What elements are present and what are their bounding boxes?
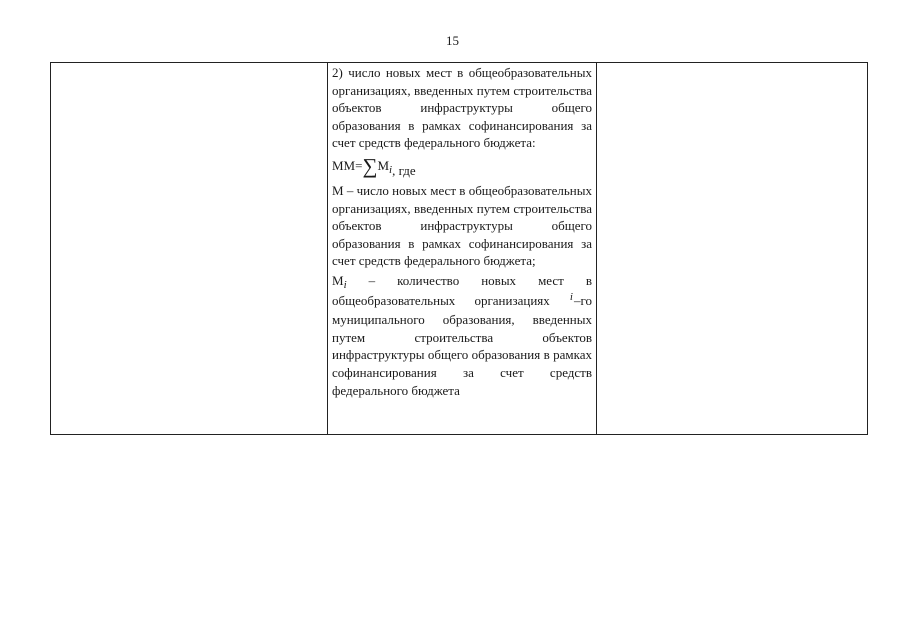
table-cell-left bbox=[51, 63, 328, 435]
definition-mi-superscript-index: i bbox=[569, 290, 573, 303]
definition-mi-symbol: М bbox=[332, 272, 344, 288]
formula-lhs: ММ= bbox=[332, 157, 363, 173]
definition-mi-text-before: – количество новых мест в общеобразовательных организациях bbox=[332, 272, 592, 308]
cell-text bbox=[328, 63, 596, 399]
sum-symbol: ∑ bbox=[362, 153, 378, 178]
definition-mi bbox=[332, 272, 592, 399]
formula-term: М bbox=[377, 157, 389, 173]
formula bbox=[332, 155, 592, 178]
table-cell-right bbox=[597, 63, 868, 435]
page-number: 15 bbox=[446, 33, 459, 48]
definition-m-symbol: М bbox=[332, 182, 344, 198]
document-table bbox=[50, 62, 868, 435]
definition-mi-text-after: –го муниципального образования, введенных путем строительства объектов инфраструктуры общего образования в рамках софинансирования за счет средств федерального бюджета bbox=[332, 292, 592, 398]
table-cell-middle bbox=[328, 63, 597, 435]
formula-index: i bbox=[389, 163, 393, 176]
definition-mi-index: i bbox=[343, 278, 347, 291]
formula-where: , где bbox=[392, 162, 416, 178]
definition-m bbox=[332, 182, 592, 270]
indicator-intro: 2) число новых мест в общеобразовательных организациях, введенных путем строительства объектов инфраструктуры общего образования в рамках софинансирования за счет средств федерального бюджета: bbox=[332, 65, 592, 151]
table-row bbox=[51, 63, 868, 435]
definition-m-text: – число новых мест в общеобразовательных организациях, введенных путем строительства объектов инфраструктуры общего образования в рамках софинансирования за счет средств федерального бюджета; bbox=[332, 182, 592, 269]
